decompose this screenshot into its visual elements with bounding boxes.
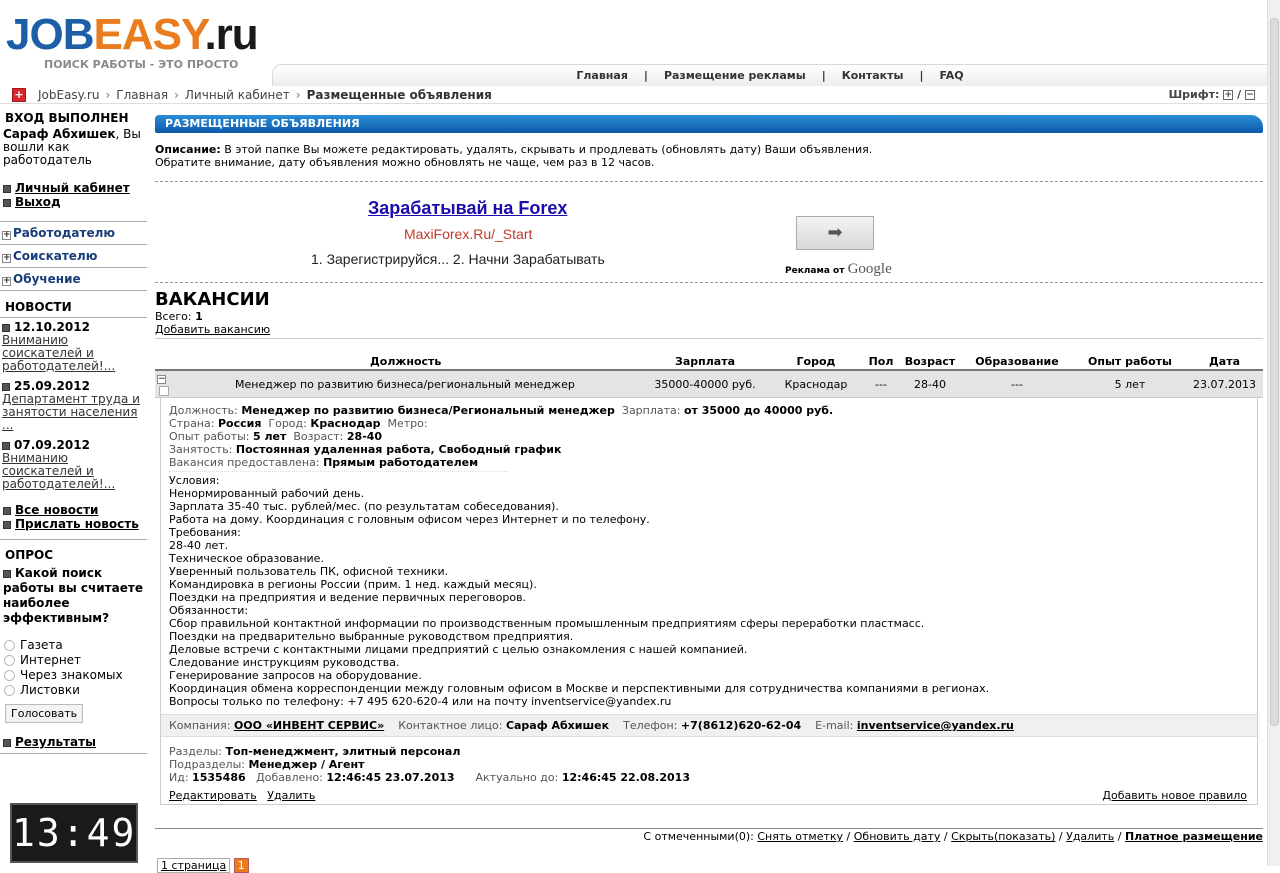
- news-date-text: 07.09.2012: [14, 438, 90, 452]
- table-row[interactable]: [155, 370, 1263, 398]
- education-label[interactable]: Обучение: [13, 272, 81, 286]
- cell-city: Краснодар: [770, 370, 862, 398]
- vacancies-total: [155, 310, 1263, 323]
- detail-city: Краснодар: [310, 417, 381, 430]
- option-label: Интернет: [20, 653, 82, 667]
- news-date-text: 12.10.2012: [14, 320, 90, 334]
- bullet-icon: [3, 185, 11, 193]
- news-link[interactable]: Департамент труда и занятости населения ...: [2, 392, 140, 432]
- ad-arrow-button[interactable]: [796, 216, 874, 250]
- poll-question-text: Какой поиск работы вы считаете наиболее эффективным?: [3, 566, 143, 625]
- body-line: Сбор правильной контактной информации по производственным промышленным предприятиям сферы переработки пластмасс.: [169, 617, 925, 630]
- login-status: , Вы вошли как работодатель: [3, 127, 141, 167]
- bullet-icon: [3, 570, 11, 578]
- sep: /: [943, 830, 948, 843]
- body-line: Уверенный пользователь ПК, офисной техники.: [169, 565, 449, 578]
- cell-education: ---: [960, 370, 1074, 398]
- col-sex[interactable]: Пол: [862, 353, 900, 370]
- bullet-icon: [3, 507, 11, 515]
- label: Возраст:: [293, 430, 344, 443]
- crumb-sep: ›: [174, 88, 179, 102]
- expand-icon[interactable]: +: [3, 230, 11, 240]
- cell-salary: 35000-40000 руб.: [640, 370, 770, 398]
- ad-text: 1. Зарегистрируйся... 2. Начни Зарабатывать: [311, 251, 605, 267]
- login-title: ВХОД ВЫПОЛНЕН: [5, 111, 129, 125]
- detail-position: Менеджер по развитию бизнеса/Региональный менеджер: [241, 404, 615, 417]
- detail-provided-by: Прямым работодателем: [323, 456, 479, 469]
- cell-sex: ---: [862, 370, 900, 398]
- body-line: 28-40 лет.: [169, 539, 229, 552]
- page-label[interactable]: 1 страница: [157, 858, 230, 873]
- label: Город:: [268, 417, 307, 430]
- label: Опыт работы:: [169, 430, 250, 443]
- news-link[interactable]: Вниманию соискателей и работодателей!...: [2, 333, 116, 373]
- col-age[interactable]: Возраст: [900, 353, 960, 370]
- table-header: [155, 353, 1263, 370]
- label: Зарплата:: [621, 404, 681, 417]
- hide-show-link[interactable]: Скрыть(показать): [951, 830, 1056, 843]
- google-ad: [155, 182, 1263, 282]
- label: Добавлено:: [256, 771, 323, 784]
- edit-link[interactable]: Редактировать: [169, 789, 257, 802]
- news-date: [0, 379, 147, 393]
- news-link[interactable]: Вниманию соискателей и работодателей!...: [2, 451, 116, 491]
- body-line: Требования:: [169, 526, 241, 539]
- contact-person: Сараф Абхишек: [505, 719, 610, 732]
- nav-sep: |: [919, 69, 924, 82]
- body-line: Поездки на предварительно выбранные руководством предприятия.: [169, 630, 574, 643]
- ad-attribution[interactable]: [785, 261, 892, 278]
- col-date[interactable]: Дата: [1186, 353, 1263, 370]
- radio-icon[interactable]: [4, 685, 15, 696]
- nav-sep: |: [821, 69, 826, 82]
- news-title: НОВОСТИ: [5, 300, 72, 314]
- vote-button[interactable]: Голосовать: [5, 704, 83, 723]
- body-line: Условия:: [169, 474, 220, 487]
- send-news-link[interactable]: [0, 517, 147, 531]
- bullet-icon: [3, 739, 11, 747]
- radio-icon[interactable]: [4, 670, 15, 681]
- cell-age: 28-40: [900, 370, 960, 398]
- logo-slogan: ПОИСК РАБОТЫ - ЭТО ПРОСТО: [44, 58, 239, 71]
- company-link[interactable]: ООО «ИНВЕНТ СЕРВИС»: [233, 719, 385, 732]
- label: Подразделы:: [169, 758, 245, 771]
- logo-ru: .ru: [204, 10, 258, 59]
- top-navigation: [272, 64, 1267, 86]
- bullet-icon: [2, 324, 10, 332]
- contact-bar: [161, 714, 1257, 737]
- sidebar-item-employer[interactable]: [0, 224, 147, 242]
- collapse-icon[interactable]: −: [158, 374, 166, 384]
- main-content: [155, 115, 1263, 805]
- vacancy-body: [169, 474, 1249, 708]
- label: Контактное лицо:: [398, 719, 503, 732]
- scrollbar[interactable]: [1267, 0, 1280, 866]
- vacancy-table: [155, 353, 1263, 398]
- label: Должность:: [169, 404, 238, 417]
- detail-experience: 5 лет: [252, 430, 287, 443]
- cabinet-label[interactable]: Личный кабинет: [15, 181, 130, 195]
- page-current[interactable]: 1: [234, 858, 249, 873]
- body-line: Техническое образование.: [169, 552, 324, 565]
- body-line: Работа на дому. Координация с головным офисом через Интернет и по телефону.: [169, 513, 650, 526]
- user-name: Сараф Абхишек: [3, 127, 116, 141]
- breadcrumb: [0, 86, 1267, 104]
- bullet-icon: [2, 442, 10, 450]
- exit-label[interactable]: Выход: [15, 195, 61, 209]
- body-line: Следование инструкциям руководства.: [169, 656, 400, 669]
- poll-title: ОПРОС: [5, 548, 54, 562]
- sidebar: [0, 106, 147, 756]
- vacancies-title: ВАКАНСИИ: [155, 289, 270, 310]
- vacancy-detail: [160, 398, 1258, 805]
- nav-sep: |: [643, 69, 648, 82]
- news-date-text: 25.09.2012: [14, 379, 90, 393]
- cell-position[interactable]: Менеджер по развитию бизнеса/региональный менеджер: [170, 370, 640, 398]
- poll-option[interactable]: [0, 683, 147, 698]
- sep: /: [1117, 830, 1122, 843]
- news-date: [0, 320, 147, 334]
- crumb-sep: ›: [295, 88, 301, 102]
- label: E-mail:: [815, 719, 854, 732]
- option-label: Газета: [20, 638, 63, 652]
- detail-until: 12:46:45 22.08.2013: [561, 771, 690, 784]
- col-experience[interactable]: Опыт работы: [1074, 353, 1186, 370]
- description: [155, 143, 1263, 169]
- description-line1: В этой папке Вы можете редактировать, удалять, скрывать и продлевать (обновлять дату) Ваши объявления.: [224, 143, 873, 156]
- detail-id: 1535486: [192, 771, 246, 784]
- refresh-date-link[interactable]: Обновить дату: [853, 830, 941, 843]
- label: Вакансия предоставлена:: [169, 456, 320, 469]
- logo-job: JOB: [6, 10, 94, 59]
- total-label: Всего:: [155, 310, 192, 323]
- email-link[interactable]: inventservice@yandex.ru: [856, 719, 1014, 732]
- label: Ид:: [169, 771, 189, 784]
- radio-icon[interactable]: [4, 640, 15, 651]
- font-minus-icon[interactable]: −: [1246, 90, 1254, 100]
- seeker-label[interactable]: Соискателю: [13, 249, 98, 263]
- body-line: Генерирование запросов на оборудование.: [169, 669, 422, 682]
- site-icon: +: [12, 88, 26, 102]
- expand-icon[interactable]: +: [3, 253, 11, 263]
- results-link[interactable]: [0, 735, 147, 749]
- detail-age: 28-40: [346, 430, 383, 443]
- font-plus-icon[interactable]: +: [1224, 90, 1233, 100]
- row-checkbox[interactable]: [159, 386, 169, 396]
- body-line: Командировка в регионы России (прим. 1 нед. каждый месяц).: [169, 578, 537, 591]
- body-line: Поездки на предприятия и ведение первичных переговоров.: [169, 591, 527, 604]
- font-slash: /: [1237, 88, 1242, 101]
- cell-experience: 5 лет: [1074, 370, 1186, 398]
- bulk-actions: [155, 828, 1263, 843]
- label: Страна:: [169, 417, 215, 430]
- sep: /: [846, 830, 851, 843]
- option-label: Листовки: [20, 683, 80, 697]
- detail-added: 12:46:45 23.07.2013: [326, 771, 455, 784]
- label: Метро:: [387, 417, 428, 430]
- poll-option[interactable]: [0, 668, 147, 683]
- send-news-label[interactable]: Прислать новость: [15, 517, 139, 531]
- crumb-sep: ›: [105, 88, 111, 102]
- nav-contacts[interactable]: Контакты: [841, 69, 904, 82]
- contact-phone: +7(8612)620-62-04: [680, 719, 802, 732]
- cell-date: 23.07.2013: [1186, 370, 1263, 398]
- label: Актуально до:: [475, 771, 559, 784]
- paid-placement-link[interactable]: Платное размещение: [1124, 830, 1263, 843]
- body-line: Ненормированный рабочий день.: [169, 487, 365, 500]
- marked-label: С отмеченными(0):: [643, 830, 754, 843]
- clock-widget: 13:49: [10, 803, 138, 863]
- description-line2: Обратите внимание, дату объявления можно обновлять не чаще, чем раз в 12 часов.: [155, 156, 655, 169]
- poll-question: [0, 566, 147, 626]
- row-controls: [155, 370, 170, 398]
- ad-title[interactable]: Зарабатывай на Forex: [368, 198, 568, 218]
- all-news-link[interactable]: [0, 503, 147, 517]
- delete-selected-link[interactable]: Удалить: [1066, 830, 1115, 843]
- label: Компания:: [169, 719, 231, 732]
- detail-salary: от 35000 до 40000 руб.: [683, 404, 834, 417]
- nav-ads[interactable]: Размещение рекламы: [663, 69, 806, 82]
- detail-country: Россия: [217, 417, 262, 430]
- vacancies: [155, 289, 1263, 805]
- add-rule-link[interactable]: Добавить новое правило: [1102, 789, 1247, 802]
- col-position[interactable]: Должность: [170, 353, 640, 370]
- body-line: Координация обмена корреспонденции между головным офисом в Москве и перспективными для сотрудничества компаниями в регионах.: [169, 682, 990, 695]
- section-header: РАЗМЕЩЕННЫЕ ОБЪЯВЛЕНИЯ: [155, 115, 1263, 133]
- detail-subsections: Менеджер / Агент: [248, 758, 365, 771]
- label: Телефон:: [623, 719, 678, 732]
- bullet-icon: [2, 383, 10, 391]
- description-label: Описание:: [155, 143, 221, 156]
- scrollbar-thumb[interactable]: [1270, 18, 1279, 726]
- sep: /: [1058, 830, 1063, 843]
- detail-sections: Топ-менеджмент, элитный персонал: [225, 745, 461, 758]
- unmark-link[interactable]: Снять отметку: [757, 830, 844, 843]
- divider: [155, 282, 1263, 283]
- delete-link[interactable]: Удалить: [267, 789, 316, 802]
- bullet-icon: [3, 199, 11, 207]
- font-size-control: [1169, 88, 1255, 101]
- cabinet-link[interactable]: [0, 181, 147, 195]
- poll-option[interactable]: [0, 653, 147, 668]
- col-city[interactable]: Город: [770, 353, 862, 370]
- news-date: [0, 438, 147, 452]
- add-vacancy-link[interactable]: Добавить вакансию: [155, 323, 271, 336]
- body-line: Обязанности:: [169, 604, 249, 617]
- body-line: Деловые встречи с контактными лицами предприятий с целью ознакомления с нашей компанией.: [169, 643, 748, 656]
- poll-option[interactable]: [0, 638, 147, 653]
- body-line: Вопросы только по телефону: +7 495 620-620-4 или на почту inventservice@yandex.ru: [169, 695, 672, 708]
- poll-options: [0, 638, 147, 698]
- login-info: [0, 128, 147, 167]
- all-news-label[interactable]: Все новости: [15, 503, 99, 517]
- crumb-current: Размещенные объявления: [306, 88, 492, 102]
- logo[interactable]: [6, 10, 271, 80]
- detail-employment: Постоянная удаленная работа, Свободный график: [235, 443, 562, 456]
- nav-faq[interactable]: FAQ: [939, 69, 964, 82]
- logo-easy: EASY: [93, 10, 205, 59]
- ad-by-label: Реклама от: [785, 266, 845, 276]
- label: Разделы:: [169, 745, 223, 758]
- sidebar-item-education[interactable]: [0, 270, 147, 288]
- arrow-right-icon: ➡: [827, 222, 843, 243]
- employer-label[interactable]: Работодателю: [13, 226, 116, 240]
- col-education[interactable]: Образование: [960, 353, 1074, 370]
- google-logo: Google: [847, 261, 892, 277]
- label: Занятость:: [169, 443, 233, 456]
- sidebar-item-seeker[interactable]: [0, 247, 147, 265]
- total-count: 1: [195, 310, 203, 323]
- exit-link[interactable]: [0, 195, 147, 209]
- crumb-main[interactable]: Главная: [116, 88, 169, 102]
- expand-icon[interactable]: +: [3, 276, 11, 286]
- body-line: Зарплата 35-40 тыс. рублей/мес. (по результатам собеседования).: [169, 500, 559, 513]
- nav-home[interactable]: Главная: [576, 69, 628, 82]
- crumb-home[interactable]: JobEasy.ru: [38, 88, 100, 102]
- option-label: Через знакомых: [20, 668, 123, 682]
- ad-url[interactable]: MaxiForex.Ru/_Start: [404, 226, 533, 242]
- crumb-cabinet[interactable]: Личный кабинет: [184, 88, 290, 102]
- bullet-icon: [3, 521, 11, 529]
- radio-icon[interactable]: [4, 655, 15, 666]
- font-label: Шрифт:: [1168, 88, 1220, 101]
- col-salary[interactable]: Зарплата: [640, 353, 770, 370]
- results-label[interactable]: Результаты: [15, 735, 96, 749]
